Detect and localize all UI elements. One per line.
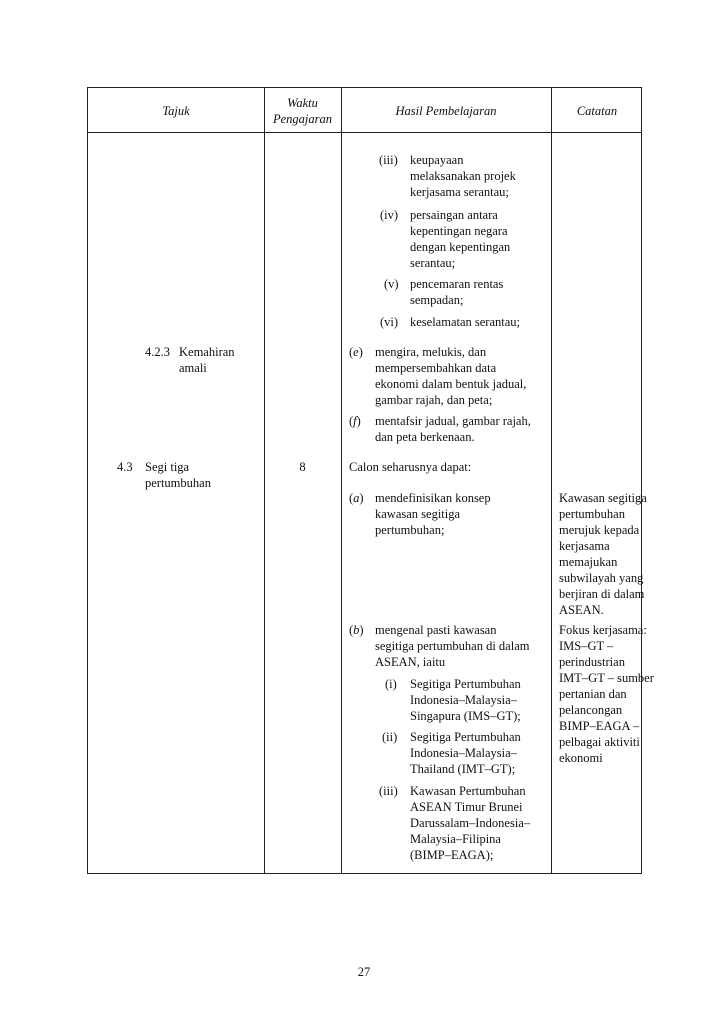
item-text: segitiga pertumbuhan di dalam: [375, 639, 530, 653]
list-item: [375, 344, 526, 408]
item-label: (iii): [379, 153, 398, 167]
syllabus-table: [87, 87, 654, 874]
note-line: BIMP–EAGA –: [559, 719, 640, 733]
note-line: merujuk kepada: [559, 523, 640, 537]
note-line: berjiran di dalam: [559, 587, 645, 601]
item-text: dan peta berkenaan.: [375, 430, 475, 444]
note-line: subwilayah yang: [559, 571, 644, 585]
item-label: (vi): [380, 315, 399, 329]
item-text: kepentingan negara: [410, 224, 508, 238]
item-text: melaksanakan projek: [410, 169, 516, 183]
item-text: sempadan;: [410, 293, 464, 307]
section-title: Segi tiga: [145, 460, 190, 474]
catatan-note: [559, 622, 654, 766]
item-text: keupayaan: [410, 153, 464, 167]
note-line: Fokus kerjasama:: [559, 623, 647, 637]
item-text: gambar rajah, dan peta;: [375, 393, 493, 407]
note-line: pelbagai aktiviti: [559, 735, 640, 749]
item-text: (BIMP–EAGA);: [410, 848, 494, 862]
column-divider: [341, 88, 342, 873]
header-divider: [88, 132, 641, 133]
item-label: (ii): [382, 730, 398, 744]
item-letter-label: (a): [349, 491, 364, 505]
item-text: dengan kepentingan: [410, 240, 511, 254]
item-text: ASEAN, iaitu: [375, 655, 446, 669]
item-text: mendefinisikan konsep: [375, 491, 491, 505]
item-text: Indonesia–Malaysia–: [410, 746, 517, 760]
item-text: pertumbuhan;: [375, 523, 445, 537]
section-title: pertumbuhan: [145, 476, 211, 490]
header-hasil-pembelajaran: Hasil Pembelajaran: [395, 104, 497, 118]
item-text: Indonesia–Malaysia–: [410, 693, 517, 707]
item-text: serantau;: [410, 256, 456, 270]
list-item: [375, 622, 529, 670]
section-number: 4.3: [117, 460, 133, 474]
column-divider: [264, 88, 265, 873]
list-item: [410, 207, 510, 271]
header-pengajaran: Pengajaran: [272, 112, 333, 126]
list-item: [375, 413, 531, 445]
item-letter-label: (b): [349, 623, 364, 637]
item-label: (i): [385, 677, 397, 691]
item-text: persaingan antara: [410, 208, 498, 222]
item-text: Thailand (IMT–GT);: [410, 762, 516, 776]
list-item: [410, 783, 530, 863]
item-text: Singapura (IMS–GT);: [410, 709, 521, 723]
note-line: ekonomi: [559, 751, 603, 765]
list-item: [410, 314, 520, 330]
note-line: IMT–GT – sumber: [559, 671, 654, 685]
section-title: amali: [179, 361, 207, 375]
note-line: pertanian dan: [559, 687, 627, 701]
item-text: ekonomi dalam bentuk jadual,: [375, 377, 527, 391]
item-text: mentafsir jadual, gambar rajah,: [375, 414, 531, 428]
item-letter-label: (f): [349, 414, 361, 428]
list-item: [410, 676, 521, 724]
intro-text: Calon seharusnya dapat:: [349, 460, 472, 474]
item-text: keselamatan serantau;: [410, 315, 521, 329]
note-line: IMS–GT –: [559, 639, 614, 653]
note-line: pelancongan: [559, 703, 623, 717]
catatan-note: [559, 490, 647, 618]
header-tajuk: Tajuk: [162, 104, 190, 118]
note-line: Kawasan segitiga: [559, 491, 647, 505]
item-text: Darussalam–Indonesia–: [410, 816, 531, 830]
item-letter-label: (e): [349, 345, 363, 359]
section-number: 4.2.3: [145, 345, 170, 359]
item-text: kerjasama serantau;: [410, 185, 509, 199]
item-label: (v): [384, 277, 399, 291]
note-line: ASEAN.: [559, 603, 604, 617]
item-label: (iv): [380, 208, 399, 222]
waktu-value: 8: [299, 460, 306, 474]
note-line: pertumbuhan: [559, 507, 625, 521]
header-catatan: Catatan: [576, 104, 618, 118]
item-text: Segitiga Pertumbuhan: [410, 730, 521, 744]
list-item: [410, 729, 521, 777]
note-line: perindustrian: [559, 655, 625, 669]
note-line: kerjasama: [559, 539, 610, 553]
item-text: mempersembahkan data: [375, 361, 497, 375]
item-label: (iii): [379, 784, 398, 798]
list-item: [375, 490, 491, 538]
item-text: Kawasan Pertumbuhan: [410, 784, 526, 798]
list-item: [410, 276, 503, 308]
section-title: Kemahiran: [179, 345, 235, 359]
header-waktu: Waktu: [287, 96, 318, 110]
item-text: Segitiga Pertumbuhan: [410, 677, 521, 691]
page-number: 27: [357, 965, 371, 979]
list-item: [410, 152, 516, 200]
item-text: ASEAN Timur Brunei: [410, 800, 523, 814]
column-divider: [551, 88, 552, 873]
note-line: memajukan: [559, 555, 618, 569]
item-text: mengira, melukis, dan: [375, 345, 487, 359]
item-text: Malaysia–Filipina: [410, 832, 501, 846]
item-text: kawasan segitiga: [375, 507, 461, 521]
item-text: mengenal pasti kawasan: [375, 623, 497, 637]
item-text: pencemaran rentas: [410, 277, 504, 291]
